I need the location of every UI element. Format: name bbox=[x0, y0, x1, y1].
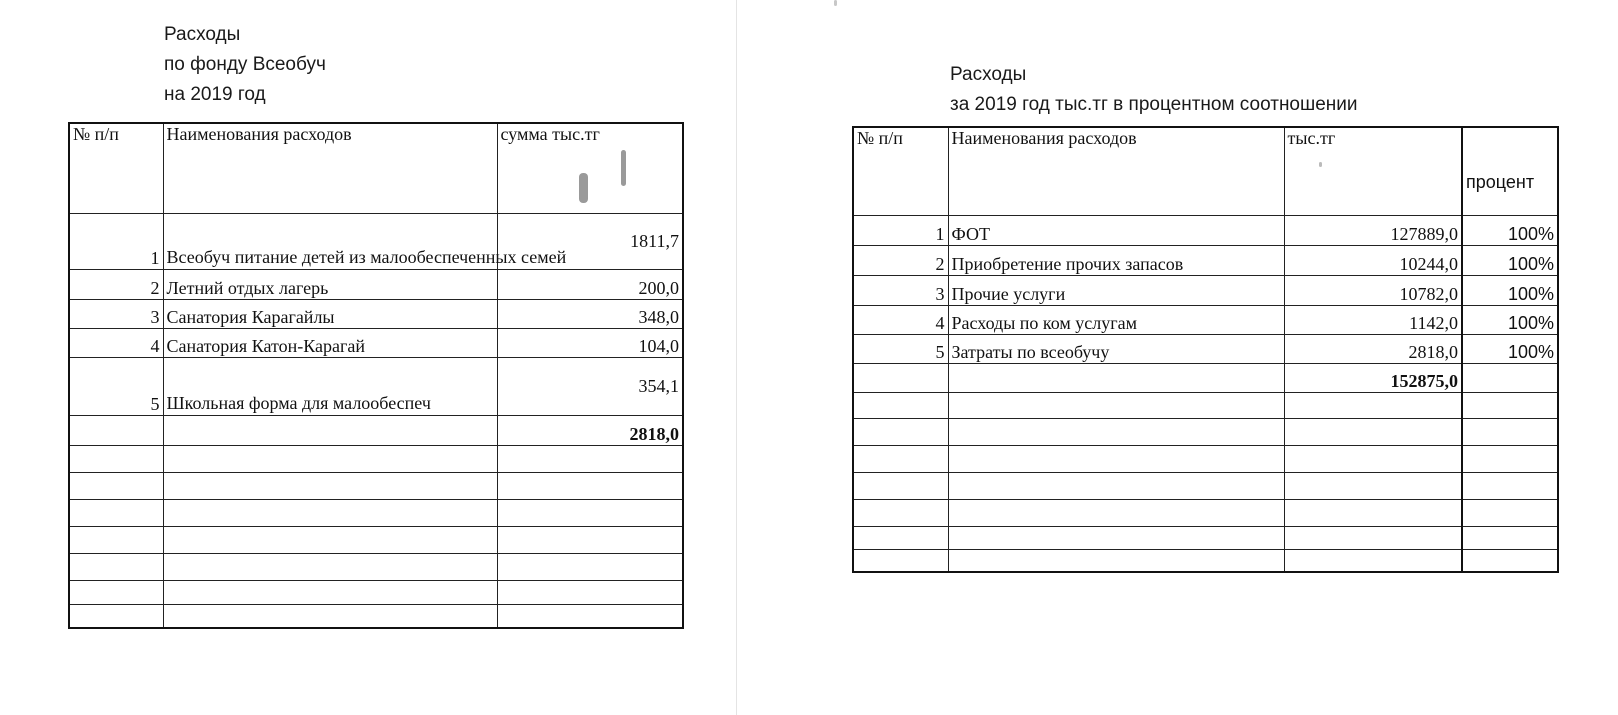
empty-cell bbox=[163, 415, 497, 445]
table-row bbox=[853, 215, 1558, 245]
empty-row bbox=[853, 445, 1558, 472]
row-name: Летний отдых лагерь bbox=[163, 269, 497, 299]
left-expense-table bbox=[68, 122, 684, 629]
row-name: ФОТ bbox=[948, 215, 1284, 245]
row-amount: 354,1 bbox=[497, 357, 683, 415]
left-heading bbox=[164, 20, 326, 110]
column-header-name: Наименования расходов bbox=[948, 127, 1284, 215]
row-name: Приобретение прочих запасов bbox=[948, 245, 1284, 275]
empty-cell bbox=[1462, 363, 1558, 392]
empty-cell bbox=[948, 363, 1284, 392]
row-name: Всеобуч питание детей из малообеспеченных семей bbox=[163, 213, 497, 269]
table-header-row bbox=[69, 123, 683, 213]
row-percent: 100% bbox=[1462, 245, 1558, 275]
row-number: 4 bbox=[853, 305, 948, 334]
right-heading-line-2: за 2019 год тыс.тг в процентном соотношении bbox=[950, 94, 1358, 115]
row-percent: 100% bbox=[1462, 215, 1558, 245]
row-name: Школьная форма для малообеспеч bbox=[163, 357, 497, 415]
scan-smudge bbox=[579, 173, 588, 203]
row-number: 4 bbox=[69, 328, 163, 357]
row-name: Санатория Катон-Карагай bbox=[163, 328, 497, 357]
total-row bbox=[853, 363, 1558, 392]
row-amount: 104,0 bbox=[497, 328, 683, 357]
right-heading bbox=[950, 60, 1358, 120]
total-amount: 2818,0 bbox=[497, 415, 683, 445]
row-amount: 10244,0 bbox=[1284, 245, 1462, 275]
empty-row bbox=[853, 418, 1558, 445]
column-header-number: № п/п bbox=[853, 127, 948, 215]
table-row bbox=[69, 328, 683, 357]
total-amount: 152875,0 bbox=[1284, 363, 1462, 392]
column-header-amount: тыс.тг bbox=[1284, 127, 1462, 215]
empty-row bbox=[853, 499, 1558, 526]
column-header-name: Наименования расходов bbox=[163, 123, 497, 213]
empty-row bbox=[69, 445, 683, 472]
column-header-number: № п/п bbox=[69, 123, 163, 213]
row-number: 1 bbox=[69, 213, 163, 269]
row-amount: 127889,0 bbox=[1284, 215, 1462, 245]
table-row bbox=[853, 245, 1558, 275]
left-heading-line-2: по фонду Всеобуч bbox=[164, 54, 326, 75]
left-heading-line-1: Расходы bbox=[164, 24, 241, 45]
empty-row bbox=[69, 526, 683, 553]
row-number: 2 bbox=[69, 269, 163, 299]
row-percent: 100% bbox=[1462, 305, 1558, 334]
row-number: 2 bbox=[853, 245, 948, 275]
table-header-row bbox=[853, 127, 1558, 215]
empty-row bbox=[853, 472, 1558, 499]
row-number: 3 bbox=[853, 275, 948, 305]
empty-row bbox=[69, 604, 683, 628]
row-amount: 1142,0 bbox=[1284, 305, 1462, 334]
row-name: Прочие услуги bbox=[948, 275, 1284, 305]
table-row bbox=[69, 299, 683, 328]
row-number: 5 bbox=[69, 357, 163, 415]
right-heading-line-1: Расходы bbox=[950, 64, 1027, 85]
empty-row bbox=[853, 526, 1558, 549]
table-row bbox=[69, 357, 683, 415]
empty-cell bbox=[853, 363, 948, 392]
table-row bbox=[853, 305, 1558, 334]
column-header-percent: процент bbox=[1462, 127, 1558, 215]
empty-row bbox=[69, 499, 683, 526]
right-expense-table bbox=[852, 126, 1559, 573]
table-row bbox=[69, 213, 683, 269]
row-amount: 348,0 bbox=[497, 299, 683, 328]
scan-smudge bbox=[621, 150, 626, 186]
row-number: 1 bbox=[853, 215, 948, 245]
row-name: Санатория Карагайлы bbox=[163, 299, 497, 328]
table-row bbox=[853, 334, 1558, 363]
left-heading-line-3: на 2019 год bbox=[164, 84, 266, 105]
empty-row bbox=[853, 549, 1558, 572]
empty-row bbox=[69, 472, 683, 499]
row-name: Затраты по всеобучу bbox=[948, 334, 1284, 363]
total-row bbox=[69, 415, 683, 445]
row-percent: 100% bbox=[1462, 334, 1558, 363]
empty-cell bbox=[69, 415, 163, 445]
empty-row bbox=[853, 392, 1558, 418]
column-header-amount: сумма тыс.тг bbox=[497, 123, 683, 213]
row-amount: 2818,0 bbox=[1284, 334, 1462, 363]
scan-speck bbox=[1319, 162, 1322, 167]
row-amount: 10782,0 bbox=[1284, 275, 1462, 305]
row-amount: 1811,7 bbox=[497, 213, 683, 269]
table-row bbox=[853, 275, 1558, 305]
scan-speck bbox=[834, 0, 837, 6]
row-name: Расходы по ком услугам bbox=[948, 305, 1284, 334]
row-number: 3 bbox=[69, 299, 163, 328]
empty-row bbox=[69, 553, 683, 580]
empty-row bbox=[69, 580, 683, 604]
table-row bbox=[69, 269, 683, 299]
row-number: 5 bbox=[853, 334, 948, 363]
page-divider bbox=[736, 0, 737, 715]
row-percent: 100% bbox=[1462, 275, 1558, 305]
row-amount: 200,0 bbox=[497, 269, 683, 299]
